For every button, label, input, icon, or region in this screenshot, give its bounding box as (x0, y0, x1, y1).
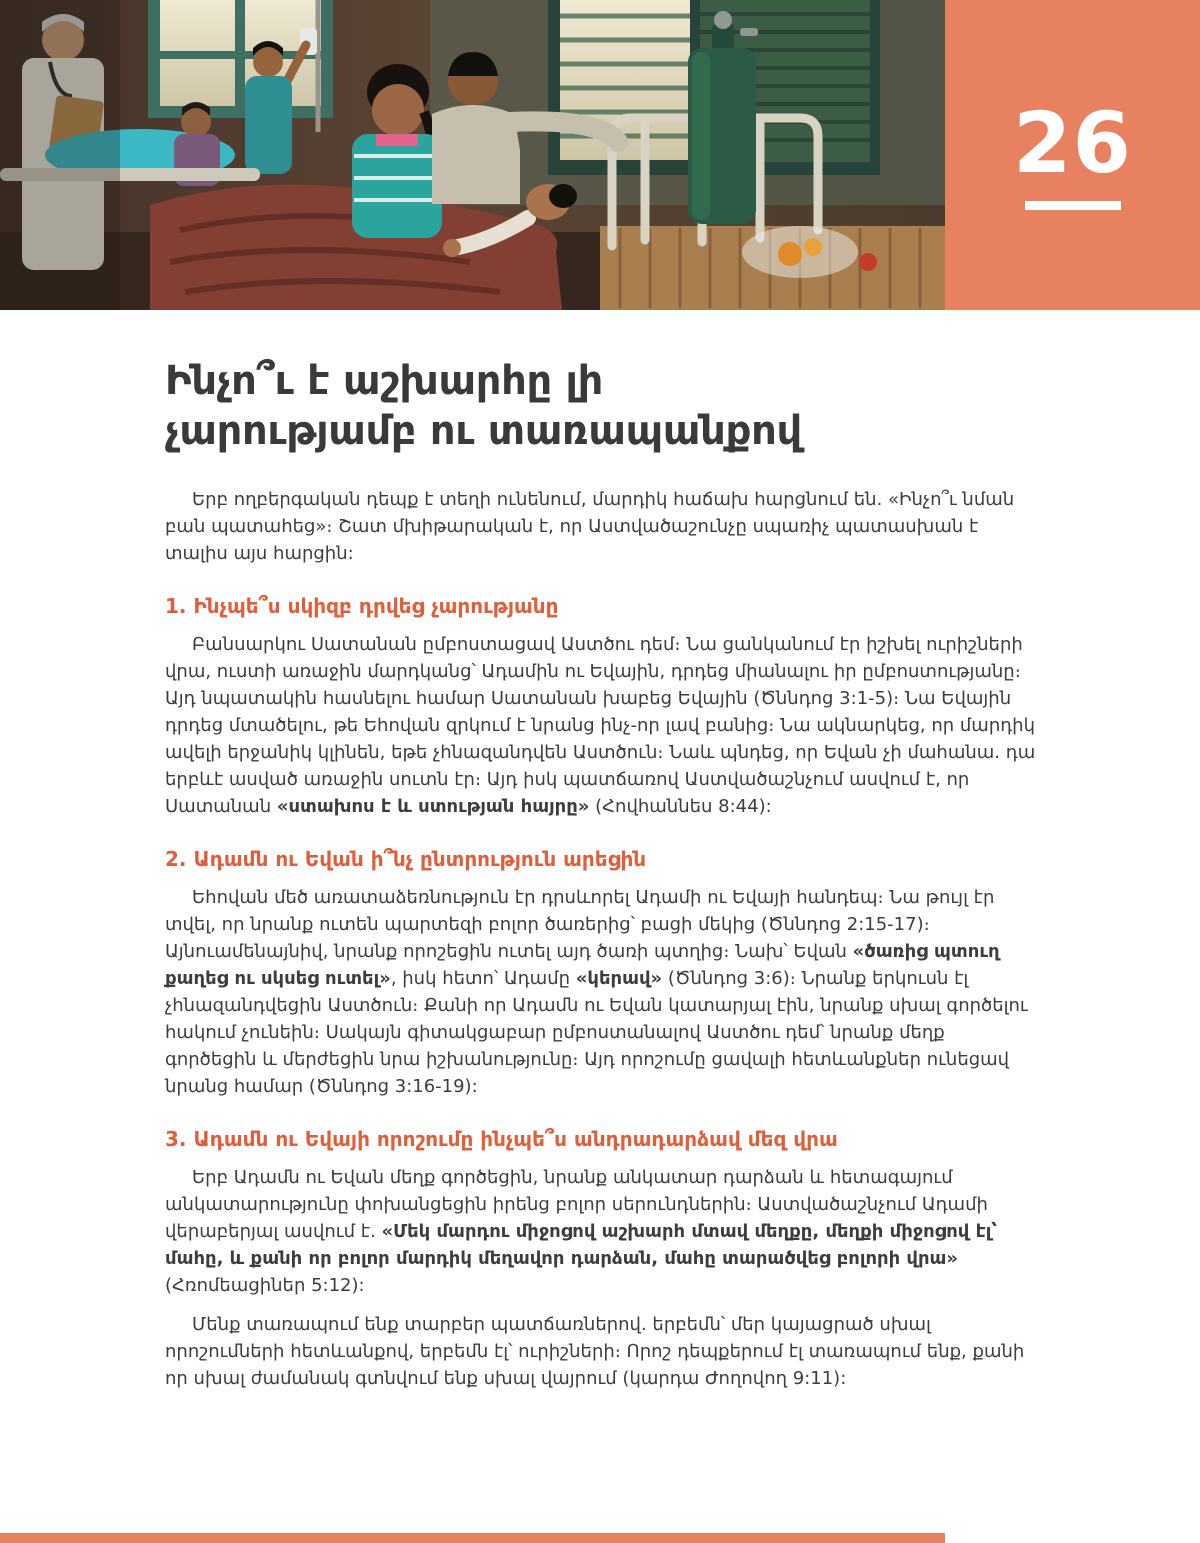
page-title-line: չարությամբ ու տառապանքով (165, 408, 802, 454)
hospital-scene-illustration (0, 0, 945, 310)
section-2-heading: 2. Ադամն ու Եվան ի՞նչ ընտրություն արեցին (165, 847, 647, 871)
intro-paragraph: Երբ ողբերգական դեպք է տեղի ունենում, մարդիկ հաճախ հարցնում են. «Ինչո՞ւ նման բան պատահեց»։ Շատ մխիթարական է, որ Աստվածաշունչը սպառիչ պատասխան է տալիս այս հարցին: (165, 489, 1015, 564)
lesson-content (0, 310, 1200, 1434)
scripture-quote: «ստախոս է և ստության հայրը» (276, 796, 590, 817)
lesson-number: 26 (1013, 93, 1132, 192)
lesson-number-block (945, 0, 1200, 310)
scripture-quote: «Մեկ մարդու միջոցով աշխարհ մտավ մեղքը, մեղքի միջոցով էլ՝ մահը, և քանի որ բոլոր մարդիկ մեղավոր դարձան, մահը տարածվեց բոլորի վրա» (165, 1221, 997, 1269)
paragraph-text: Եհովան մեծ առատաձեռնություն էր դրսևորել Ադամի ու Եվայի հանդեպ։ Նա թույլ էր տվել, որ նրանք ուտեն պարտեզի բոլոր ծառերից՝ բացի մեկից (Ծննդոց 2:15-17)։ Այնուամենայնիվ, նրանք որոշեցին ուտել այդ ծառի պտղից։ Նախ՝ Եվան (165, 887, 995, 962)
page-title (165, 356, 1040, 456)
scripture-reference: (Հովհաննես 8:44): (589, 796, 772, 817)
section-3-paragraph-2: Մենք տառապում ենք տարբեր պատճառներով. երբեմն՝ մեր կայացրած սխալ որոշումների հետևանքով, երբեմն էլ՝ ուրիշների։ Որոշ դեպքերում էլ տառապում ենք, քանի որ սխալ ժամանակ գտնվում ենք սխալ վայրում (կարդա Ժողովող 9:11): (165, 1314, 1025, 1389)
section-3-paragraph (165, 1164, 1040, 1299)
lesson-number-underline (1025, 201, 1121, 210)
paragraph-text: Երբ Ադամն ու Եվան մեղք գործեցին, նրանք անկատար դարձան և հետագայում անկատարությունը փոխանցեցին իրենց բոլոր սերունդներին։ Աստվածաշնչում Ադամի վերաբերյալ ասվում է. (165, 1167, 988, 1242)
section-2-paragraph (165, 884, 1040, 1100)
hero-banner (0, 0, 1200, 310)
hero-photo (0, 0, 945, 310)
bottom-accent-bar (0, 1533, 945, 1543)
scripture-reference: (Հռոմեացիներ 5:12): (165, 1275, 365, 1296)
section-1-heading: 1. Ինչպե՞ս սկիզբ դրվեց չարությանը (165, 594, 559, 618)
paragraph-text: Բանսարկու Սատանան ըմբոստացավ Աստծու դեմ։ Նա ցանկանում էր իշխել ուրիշների վրա, ուստի առաջին մարդկանց՝ Ադամին ու Եվային, դրդեց միանալու իր ըմբոստությանը։ Այդ նպատակին հասնելու համար Սատանան խաբեց Եվային (Ծննդոց 3:1-5)։ Նա Եվային դրդեց մտածելու, թե Եհովան զրկում է նրանց ինչ-որ լավ բանից։ Նա ակնարկեց, որ մարդիկ ավելի երջանիկ կլինեն, եթե չհնազանդվեն Աստծուն։ Նաև պնդեց, որ Եվան չի մահանա. դա երբևէ ասված առաջին սուտն էր։ Այդ իսկ պատճառով Աստվածաշնչում ասվում է, որ Սատանան (165, 634, 1036, 817)
paragraph-text: , իսկ հետո՝ Ադամը (390, 968, 576, 989)
scripture-quote: «ծառից պտուղ քաղեց ու սկսեց ուտել» (165, 941, 1000, 989)
section-1-paragraph (165, 631, 1040, 820)
section-3-heading: 3. Ադամն ու Եվայի որոշումը ինչպե՞ս անդրադարձավ մեզ վրա (165, 1127, 838, 1151)
paragraph-text: (Ծննդոց 3:6)։ Նրանք երկուսն էլ չհնազանդվեցին Աստծուն։ Քանի որ Ադամն ու Եվան կատարյալ էին, նրանք սխալ գործելու հակում չունեին։ Սակայն գիտակցաբար ըմբոստանալով Աստծու դեմ՝ նրանք մեղք գործեցին և մերժեցին նրա իշխանությունը։ Այդ որոշումը ցավալի հետևանքներ ունեցավ նրանց համար (Ծննդոց 3:16-19): (165, 968, 1028, 1097)
page-title-line: Ինչո՞ւ է աշխարհը լի (165, 358, 604, 404)
scripture-quote: «կերավ» (575, 968, 663, 989)
